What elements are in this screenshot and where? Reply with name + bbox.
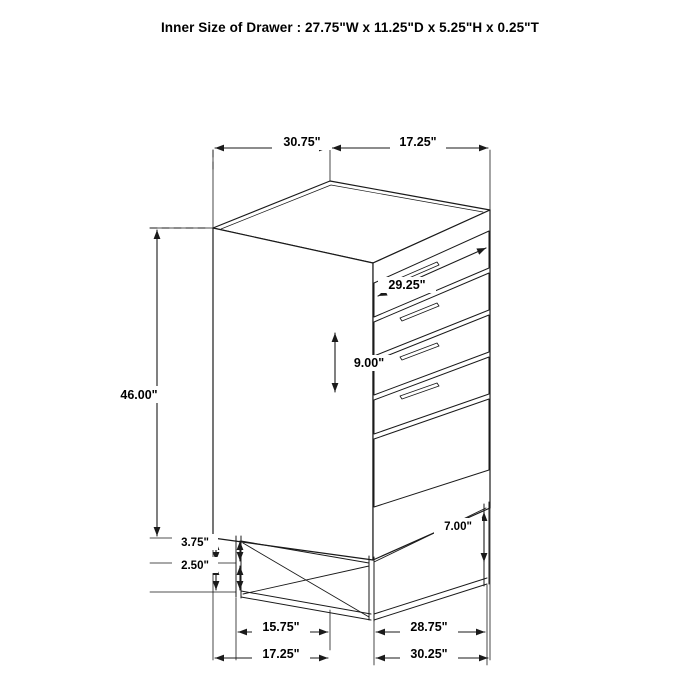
dim-bottom-outer-depth-left: 17.25"	[262, 647, 300, 661]
dim-drawer-front-width: 29.25"	[388, 278, 426, 292]
dim-total-height: 46.00"	[120, 388, 158, 402]
dim-bottom-depth-left: 15.75"	[262, 620, 300, 634]
dim-base-height-lower: 2.50"	[181, 560, 209, 572]
dim-top-width-front: 30.75"	[283, 135, 321, 149]
dim-drawer-front-height: 9.00"	[353, 356, 385, 370]
dim-top-width-side: 17.25"	[399, 135, 437, 149]
dim-base-height-upper: 3.75"	[181, 537, 209, 549]
dim-bottom-width-right: 28.75"	[410, 620, 448, 634]
page-title: Inner Size of Drawer : 27.75"W x 11.25"D x 5.25"H x 0.25"T	[160, 20, 540, 35]
dim-bottom-outer-width-right: 30.25"	[410, 647, 448, 661]
dim-leg-inset-right: 7.00"	[444, 521, 472, 533]
